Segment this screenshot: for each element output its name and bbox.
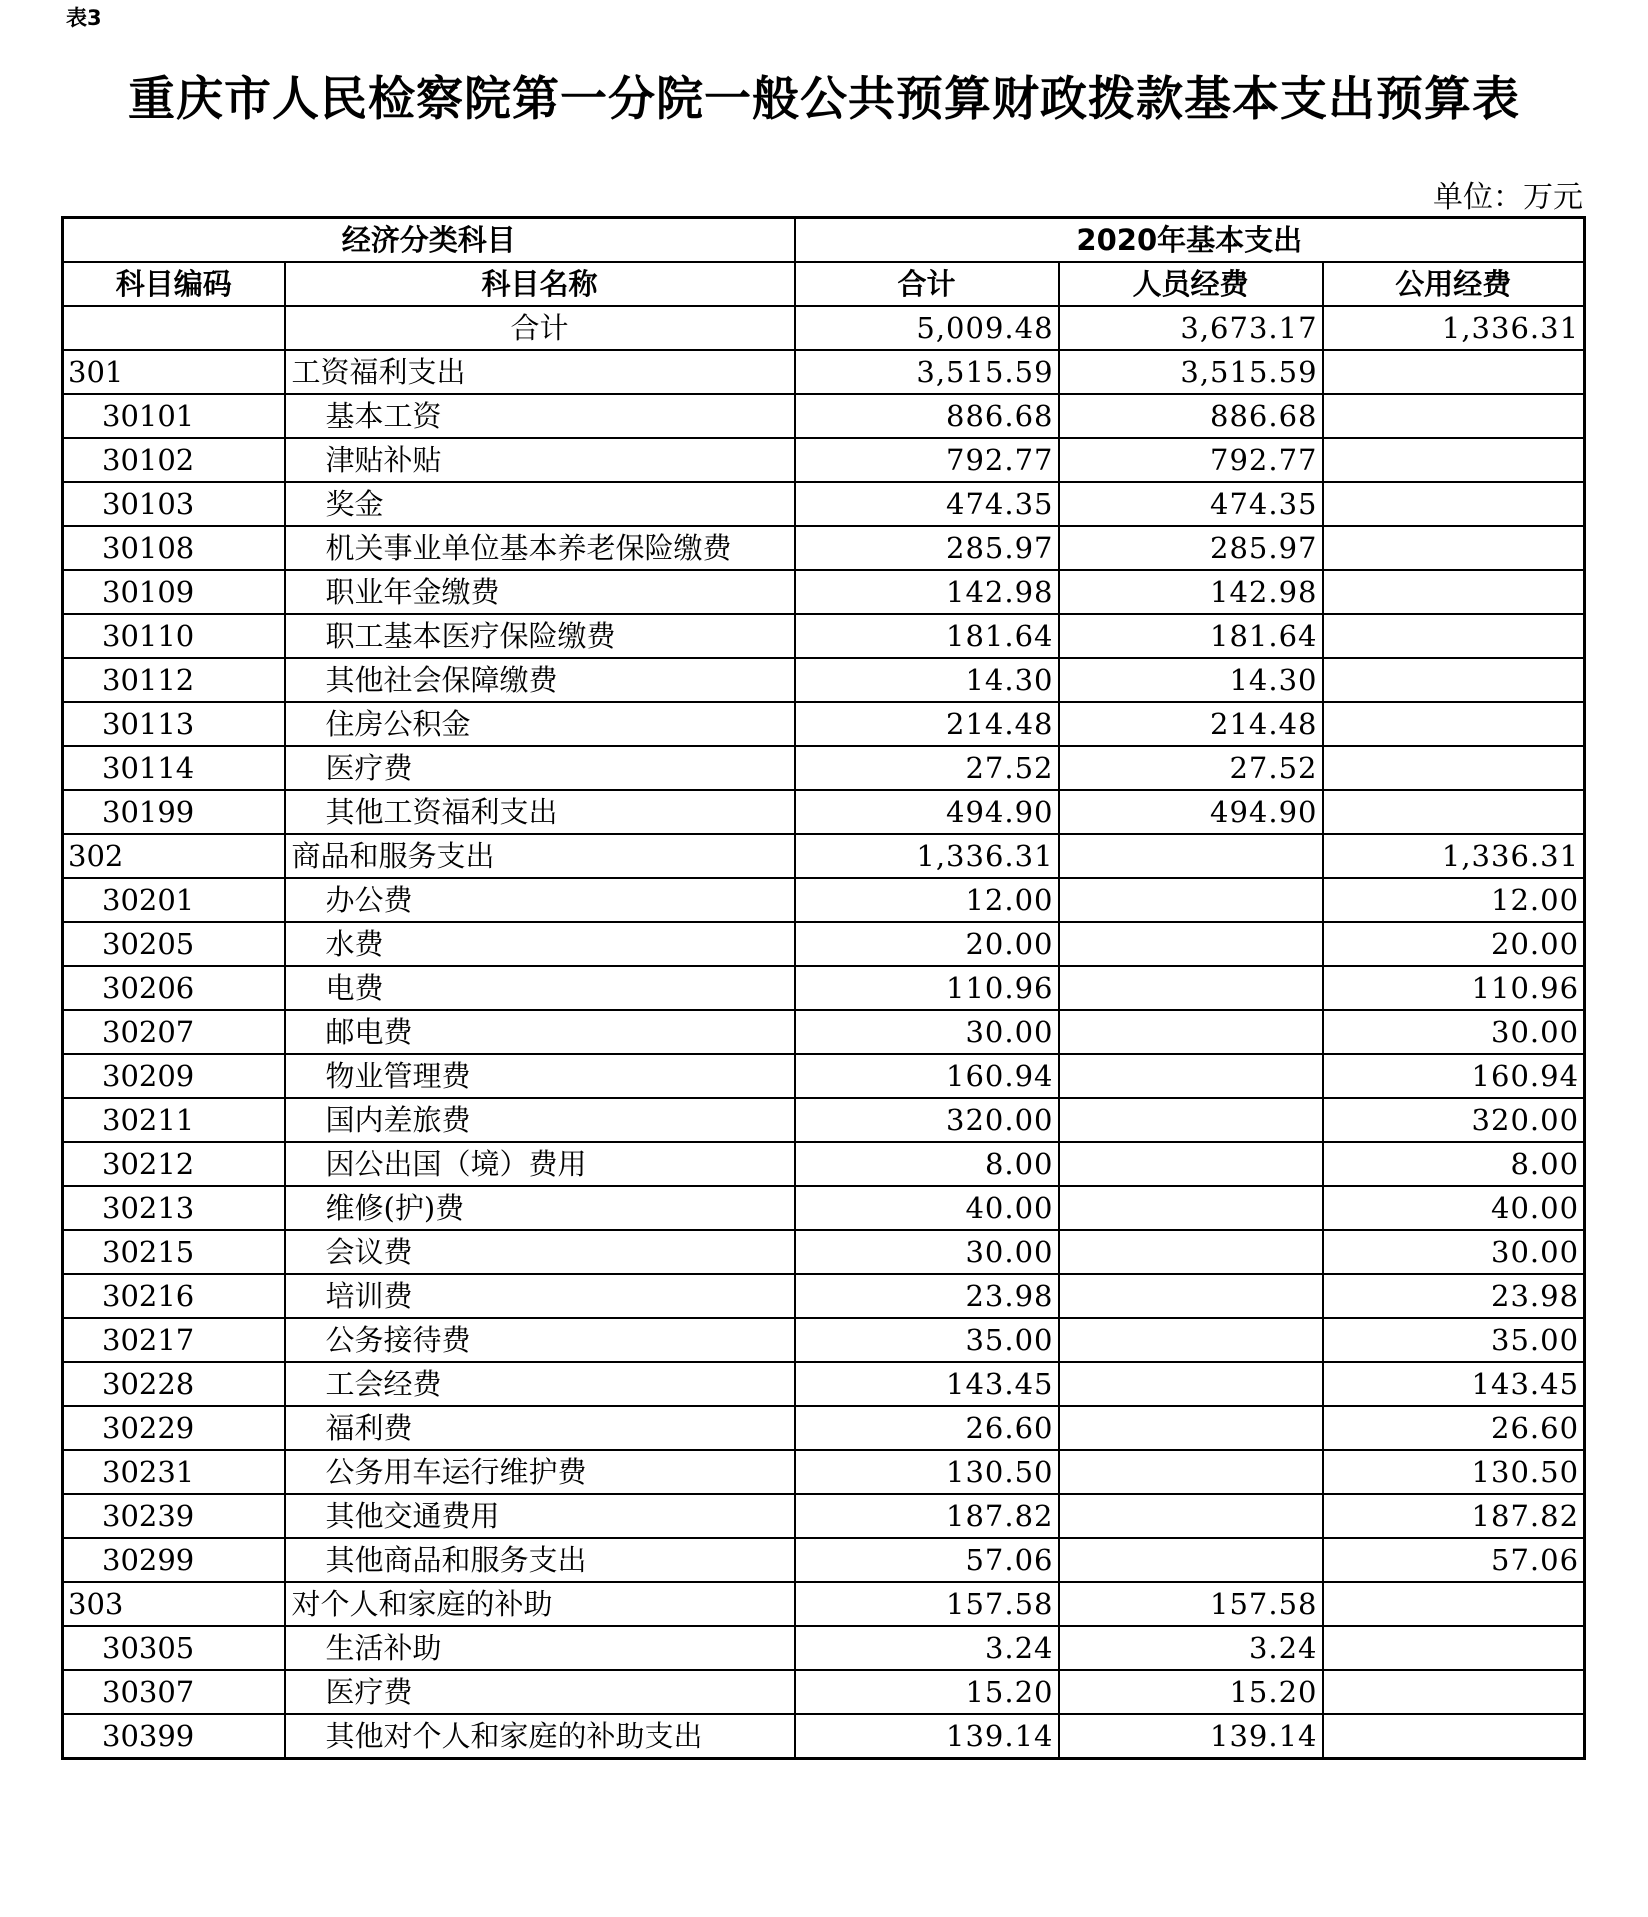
total-name-cell: 合计 [285,306,795,350]
code-cell: 30108 [63,526,285,570]
total-cell: 792.77 [795,438,1059,482]
personnel-cell [1059,1098,1323,1142]
code-cell: 30201 [63,878,285,922]
code-cell: 30217 [63,1318,285,1362]
personnel-cell [1059,1450,1323,1494]
personnel-cell: 142.98 [1059,570,1323,614]
code-cell: 303 [63,1582,285,1626]
total-cell: 14.30 [795,658,1059,702]
code-cell: 30205 [63,922,285,966]
table-row [63,1010,1585,1054]
total-cell: 40.00 [795,1186,1059,1230]
code-cell: 30102 [63,438,285,482]
total-cell: 157.58 [795,1582,1059,1626]
public-cell [1323,350,1585,394]
code-cell: 30110 [63,614,285,658]
public-cell: 40.00 [1323,1186,1585,1230]
table-row [63,1538,1585,1582]
code-cell: 30212 [63,1142,285,1186]
table-row [63,438,1585,482]
name-cell: 津贴补贴 [285,438,795,482]
personnel-cell [1059,1274,1323,1318]
table-row [63,482,1585,526]
code-cell: 30299 [63,1538,285,1582]
personnel-cell [1059,922,1323,966]
personnel-cell [1059,1318,1323,1362]
total-public-cell: 1,336.31 [1323,306,1585,350]
name-cell: 福利费 [285,1406,795,1450]
public-cell [1323,614,1585,658]
name-cell: 公务用车运行维护费 [285,1450,795,1494]
public-cell [1323,438,1585,482]
personnel-cell: 15.20 [1059,1670,1323,1714]
personnel-cell [1059,1230,1323,1274]
code-cell: 30207 [63,1010,285,1054]
group-header-row [63,218,1585,263]
public-cell: 26.60 [1323,1406,1585,1450]
public-cell: 57.06 [1323,1538,1585,1582]
public-cell: 1,336.31 [1323,834,1585,878]
code-cell: 30399 [63,1714,285,1759]
table-number: 表3 [66,6,102,30]
code-cell: 30239 [63,1494,285,1538]
code-cell: 30113 [63,702,285,746]
public-cell [1323,1582,1585,1626]
personnel-cell: 3,515.59 [1059,350,1323,394]
public-cell [1323,1714,1585,1759]
total-cell: 26.60 [795,1406,1059,1450]
name-cell: 机关事业单位基本养老保险缴费 [285,526,795,570]
total-cell: 20.00 [795,922,1059,966]
table-row [63,746,1585,790]
public-cell: 12.00 [1323,878,1585,922]
code-cell: 30101 [63,394,285,438]
personnel-cell [1059,834,1323,878]
table-row [63,1098,1585,1142]
personnel-cell: 285.97 [1059,526,1323,570]
total-cell: 474.35 [795,482,1059,526]
table-row [63,1054,1585,1098]
personnel-cell [1059,878,1323,922]
name-cell: 会议费 [285,1230,795,1274]
table-row [63,1494,1585,1538]
personnel-cell: 494.90 [1059,790,1323,834]
table-row [63,614,1585,658]
public-cell [1323,1626,1585,1670]
column-header-name: 科目名称 [285,262,795,306]
total-personnel-cell: 3,673.17 [1059,306,1323,350]
code-cell: 30229 [63,1406,285,1450]
total-cell: 23.98 [795,1274,1059,1318]
table-row [63,878,1585,922]
code-cell: 301 [63,350,285,394]
personnel-cell [1059,1186,1323,1230]
public-cell: 130.50 [1323,1450,1585,1494]
personnel-cell: 214.48 [1059,702,1323,746]
personnel-cell: 474.35 [1059,482,1323,526]
total-cell: 494.90 [795,790,1059,834]
name-cell: 其他商品和服务支出 [285,1538,795,1582]
public-cell: 187.82 [1323,1494,1585,1538]
table-row [63,834,1585,878]
public-cell: 160.94 [1323,1054,1585,1098]
name-cell: 因公出国（境）费用 [285,1142,795,1186]
total-cell: 214.48 [795,702,1059,746]
total-code-cell [63,306,285,350]
public-cell [1323,570,1585,614]
code-cell: 30213 [63,1186,285,1230]
table-row [63,922,1585,966]
name-cell: 电费 [285,966,795,1010]
personnel-cell [1059,1406,1323,1450]
budget-table [61,216,1586,1760]
total-cell: 8.00 [795,1142,1059,1186]
public-cell [1323,1670,1585,1714]
personnel-cell [1059,966,1323,1010]
personnel-cell [1059,1010,1323,1054]
personnel-cell: 792.77 [1059,438,1323,482]
code-cell: 30109 [63,570,285,614]
table-row [63,702,1585,746]
table-row [63,1670,1585,1714]
code-cell: 30112 [63,658,285,702]
personnel-cell [1059,1054,1323,1098]
table-row [63,1582,1585,1626]
name-cell: 邮电费 [285,1010,795,1054]
public-cell: 110.96 [1323,966,1585,1010]
name-cell: 医疗费 [285,1670,795,1714]
name-cell: 其他交通费用 [285,1494,795,1538]
table-row [63,350,1585,394]
total-cell: 35.00 [795,1318,1059,1362]
name-cell: 水费 [285,922,795,966]
total-cell: 30.00 [795,1010,1059,1054]
total-cell: 160.94 [795,1054,1059,1098]
total-cell: 181.64 [795,614,1059,658]
column-header-personnel: 人员经费 [1059,262,1323,306]
total-cell: 139.14 [795,1714,1059,1759]
public-cell [1323,482,1585,526]
table-row [63,526,1585,570]
table-row [63,1626,1585,1670]
name-cell: 工会经费 [285,1362,795,1406]
personnel-cell [1059,1494,1323,1538]
public-cell [1323,790,1585,834]
total-cell: 3.24 [795,1626,1059,1670]
personnel-cell: 27.52 [1059,746,1323,790]
public-cell [1323,702,1585,746]
public-cell: 30.00 [1323,1230,1585,1274]
page-title: 重庆市人民检察院第一分院一般公共预算财政拨款基本支出预算表 [128,72,1520,127]
name-cell: 物业管理费 [285,1054,795,1098]
name-cell: 奖金 [285,482,795,526]
table-row [63,658,1585,702]
table-row [63,1186,1585,1230]
name-cell: 维修(护)费 [285,1186,795,1230]
code-cell: 30216 [63,1274,285,1318]
code-cell: 30305 [63,1626,285,1670]
total-cell: 57.06 [795,1538,1059,1582]
code-cell: 30228 [63,1362,285,1406]
name-cell: 其他工资福利支出 [285,790,795,834]
table-row [63,1714,1585,1759]
name-cell: 办公费 [285,878,795,922]
public-cell: 320.00 [1323,1098,1585,1142]
public-cell [1323,394,1585,438]
public-cell: 8.00 [1323,1142,1585,1186]
code-cell: 302 [63,834,285,878]
code-cell: 30209 [63,1054,285,1098]
public-cell [1323,658,1585,702]
table-row [63,790,1585,834]
total-cell: 187.82 [795,1494,1059,1538]
public-cell: 20.00 [1323,922,1585,966]
total-cell: 285.97 [795,526,1059,570]
column-header-code: 科目编码 [63,262,285,306]
name-cell: 生活补助 [285,1626,795,1670]
personnel-cell: 139.14 [1059,1714,1323,1759]
total-cell: 142.98 [795,570,1059,614]
total-cell: 3,515.59 [795,350,1059,394]
personnel-cell: 181.64 [1059,614,1323,658]
total-amount-cell: 5,009.48 [795,306,1059,350]
name-cell: 培训费 [285,1274,795,1318]
name-cell: 商品和服务支出 [285,834,795,878]
group-header-basic-expenditure: 2020年基本支出 [795,218,1585,263]
table-row [63,1230,1585,1274]
name-cell: 其他社会保障缴费 [285,658,795,702]
public-cell [1323,746,1585,790]
total-cell: 27.52 [795,746,1059,790]
name-cell: 医疗费 [285,746,795,790]
table-row [63,1318,1585,1362]
code-cell: 30114 [63,746,285,790]
total-row [63,306,1585,350]
total-cell: 110.96 [795,966,1059,1010]
code-cell: 30231 [63,1450,285,1494]
public-cell [1323,526,1585,570]
name-cell: 住房公积金 [285,702,795,746]
public-cell: 35.00 [1323,1318,1585,1362]
unit-label: 单位：万元 [1433,180,1583,215]
name-cell: 公务接待费 [285,1318,795,1362]
total-cell: 130.50 [795,1450,1059,1494]
personnel-cell [1059,1142,1323,1186]
name-cell: 其他对个人和家庭的补助支出 [285,1714,795,1759]
table-row [63,1362,1585,1406]
column-header-total: 合计 [795,262,1059,306]
name-cell: 工资福利支出 [285,350,795,394]
code-cell: 30199 [63,790,285,834]
table-row [63,966,1585,1010]
total-cell: 15.20 [795,1670,1059,1714]
total-cell: 30.00 [795,1230,1059,1274]
personnel-cell [1059,1362,1323,1406]
public-cell: 23.98 [1323,1274,1585,1318]
code-cell: 30211 [63,1098,285,1142]
column-header-row [63,262,1585,306]
public-cell: 143.45 [1323,1362,1585,1406]
personnel-cell: 14.30 [1059,658,1323,702]
personnel-cell: 157.58 [1059,1582,1323,1626]
personnel-cell: 886.68 [1059,394,1323,438]
name-cell: 国内差旅费 [285,1098,795,1142]
table-row [63,1142,1585,1186]
code-cell: 30215 [63,1230,285,1274]
table-row [63,394,1585,438]
column-header-public: 公用经费 [1323,262,1585,306]
total-cell: 12.00 [795,878,1059,922]
name-cell: 职业年金缴费 [285,570,795,614]
name-cell: 职工基本医疗保险缴费 [285,614,795,658]
personnel-cell: 3.24 [1059,1626,1323,1670]
total-cell: 1,336.31 [795,834,1059,878]
total-cell: 886.68 [795,394,1059,438]
public-cell: 30.00 [1323,1010,1585,1054]
code-cell: 30307 [63,1670,285,1714]
total-cell: 320.00 [795,1098,1059,1142]
name-cell: 对个人和家庭的补助 [285,1582,795,1626]
table-row [63,1406,1585,1450]
group-header-economic-class: 经济分类科目 [63,218,795,263]
table-row [63,1450,1585,1494]
code-cell: 30103 [63,482,285,526]
name-cell: 基本工资 [285,394,795,438]
table-row [63,1274,1585,1318]
table-row [63,570,1585,614]
personnel-cell [1059,1538,1323,1582]
total-cell: 143.45 [795,1362,1059,1406]
code-cell: 30206 [63,966,285,1010]
